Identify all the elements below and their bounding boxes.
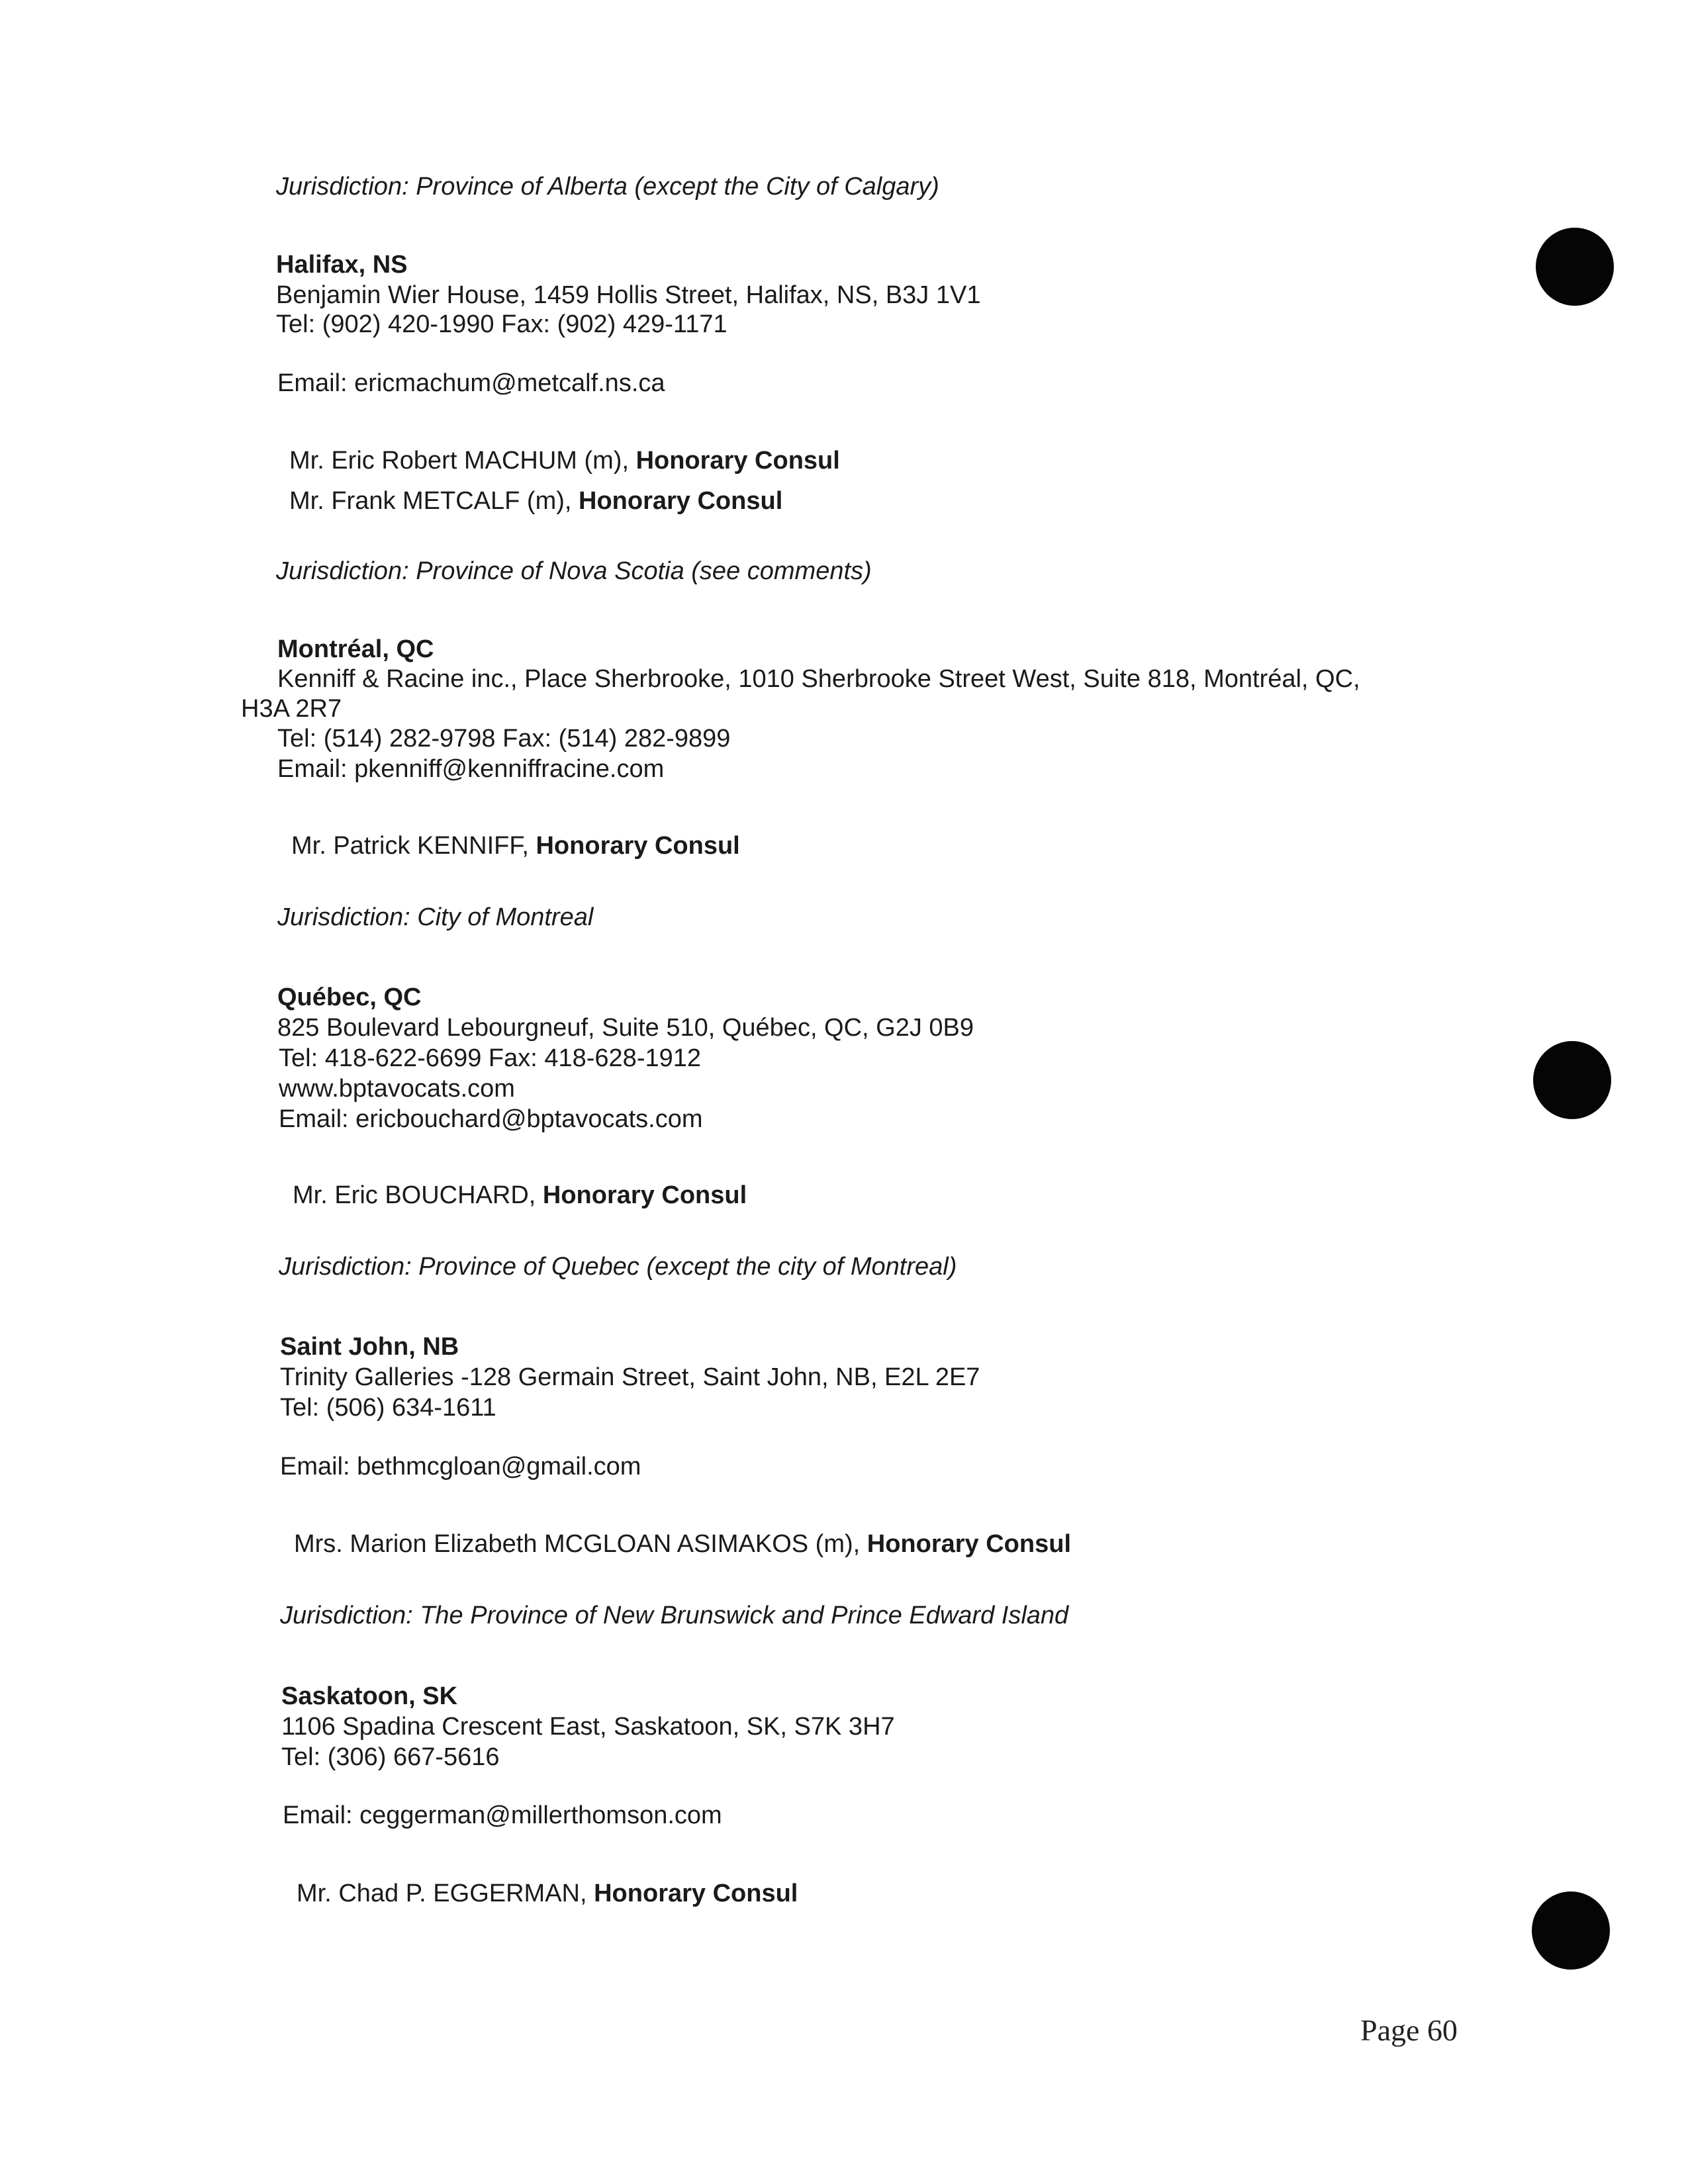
consul-title: Honorary Consul — [542, 1181, 747, 1209]
tel-montreal: Tel: (514) 282-9798 Fax: (514) 282-9899 — [277, 725, 731, 752]
email-montreal: Email: pkenniff@kenniffracine.com — [277, 755, 665, 783]
address-halifax: Benjamin Wier House, 1459 Hollis Street, Halifax, NS, B3J 1V1 — [276, 281, 981, 309]
punch-hole-middle — [1533, 1041, 1611, 1119]
jurisdiction-montreal: Jurisdiction: City of Montreal — [277, 903, 594, 931]
punch-hole-bottom — [1532, 1891, 1610, 1970]
consul-name: Mrs. Marion Elizabeth MCGLOAN ASIMAKOS (m), — [294, 1530, 867, 1558]
email-quebec: Email: ericbouchard@bptavocats.com — [279, 1105, 703, 1133]
consul-title: Honorary Consul — [536, 832, 740, 860]
city-heading-halifax: Halifax, NS — [276, 251, 408, 279]
consul-name: Mr. Eric BOUCHARD, — [293, 1181, 543, 1209]
tel-saskatoon: Tel: (306) 667-5616 — [281, 1743, 500, 1771]
city-heading-saskatoon: Saskatoon, SK — [281, 1682, 458, 1710]
jurisdiction-halifax: Jurisdiction: Province of Nova Scotia (see comments) — [276, 557, 872, 585]
email-halifax: Email: ericmachum@metcalf.ns.ca — [277, 369, 665, 397]
jurisdiction-saint-john: Jurisdiction: The Province of New Brunswick and Prince Edward Island — [280, 1602, 1069, 1629]
address-quebec: 825 Boulevard Lebourgneuf, Suite 510, Québec, QC, G2J 0B9 — [277, 1014, 974, 1042]
email-saskatoon: Email: ceggerman@millerthomson.com — [283, 1801, 722, 1829]
punch-hole-top — [1536, 228, 1614, 306]
consul-metcalf — [289, 486, 782, 516]
consul-name: Mr. Patrick KENNIFF, — [291, 832, 536, 860]
tel-halifax: Tel: (902) 420-1990 Fax: (902) 429-1171 — [276, 310, 727, 338]
city-heading-montreal: Montréal, QC — [277, 635, 434, 663]
consul-mcgloan-asimakos — [294, 1529, 1071, 1559]
web-quebec: www.bptavocats.com — [279, 1075, 515, 1103]
consul-name: Mr. Chad P. EGGERMAN, — [297, 1880, 594, 1907]
email-saint-john: Email: bethmcgloan@gmail.com — [280, 1453, 641, 1480]
consul-title: Honorary Consul — [867, 1530, 1071, 1558]
address-saskatoon: 1106 Spadina Crescent East, Saskatoon, SK, S7K 3H7 — [281, 1713, 895, 1741]
jurisdiction-alberta: Jurisdiction: Province of Alberta (except the City of Calgary) — [276, 173, 939, 201]
consul-machum — [289, 445, 840, 476]
address-montreal-cont: H3A 2R7 — [241, 695, 342, 723]
page-number: Page 60 — [1360, 2013, 1458, 2047]
consul-bouchard — [293, 1180, 747, 1210]
jurisdiction-quebec: Jurisdiction: Province of Quebec (except the city of Montreal) — [279, 1253, 957, 1281]
address-saint-john: Trinity Galleries -128 Germain Street, Saint John, NB, E2L 2E7 — [280, 1363, 980, 1391]
city-heading-quebec: Québec, QC — [277, 983, 422, 1011]
tel-saint-john: Tel: (506) 634-1611 — [280, 1394, 496, 1422]
consul-title: Honorary Consul — [594, 1880, 798, 1907]
address-montreal: Kenniff & Racine inc., Place Sherbrooke, 1010 Sherbrooke Street West, Suite 818, Montréal, QC, — [277, 665, 1360, 693]
city-heading-saint-john: Saint John, NB — [280, 1333, 459, 1361]
consul-kenniff — [291, 831, 740, 861]
consul-eggerman — [297, 1878, 798, 1909]
consul-name: Mr. Frank METCALF (m), — [289, 487, 579, 515]
consul-title: Honorary Consul — [635, 447, 840, 475]
tel-quebec: Tel: 418-622-6699 Fax: 418-628-1912 — [279, 1044, 702, 1072]
consul-name: Mr. Eric Robert MACHUM (m), — [289, 447, 636, 475]
consul-title: Honorary Consul — [579, 487, 783, 515]
